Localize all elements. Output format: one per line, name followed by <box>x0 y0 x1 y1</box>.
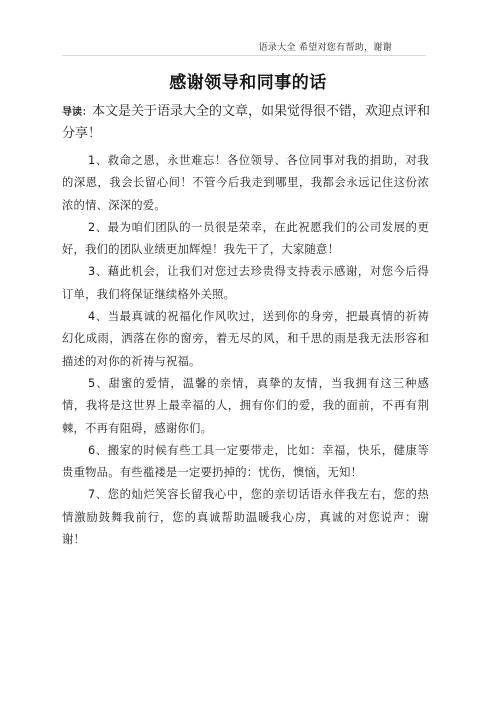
header-divider <box>62 55 426 56</box>
quote-item-1: 1、救命之恩，永世难忘！各位领导、各位同事对我的捐助，对我的深恩，我会长留心间！不管今后我走到哪里，我都会永远记住这份浓浓的情、深深的爱。 <box>62 154 429 212</box>
quote-list <box>62 150 429 551</box>
quote-item-4: 4、当最真诚的祝福化作风吹过，送到你的身旁，把最真情的祈祷幻化成雨，洒落在你的窗旁，着无尽的风，和千思的雨是我无法形容和描述的对你的祈祷与祝福。 <box>62 310 429 368</box>
intro-paragraph <box>62 101 432 144</box>
document-title: 感谢领导和同事的话 <box>169 73 327 93</box>
quote-item-6: 6、搬家的时候有些工具一定要带走，比如：幸福，快乐，健康等贵重物品。有些褴褛是一定要扔掉的：忧伤，懊恼，无知！ <box>62 443 429 480</box>
intro-label: 导读： <box>62 107 92 118</box>
quote-item-5: 5、甜蜜的爱情，温馨的亲情，真挚的友情，当我拥有这三种感情，我将是这世界上最幸福的人，拥有你们的爱，我的面前，不再有荆棘，不再有阻碍，感谢你们。 <box>62 376 429 435</box>
quote-item-3: 3、藉此机会，让我们对您过去珍贵得支持表示感谢，对您今后得订单，我们将保证继续格外关照。 <box>62 265 429 301</box>
quote-item-2: 2、最为咱们团队的一员很是荣幸，在此祝愿我们的公司发展的更好，我们的团队业绩更加辉煌！我先干了，大家随意！ <box>62 220 429 257</box>
page-header: 语录大全 希望对您有帮助，谢谢 <box>258 43 392 53</box>
quote-item-7: 7、您的灿烂笑容长留我心中，您的亲切话语永伴我左右，您的热情激励鼓舞我前行，您的真诚帮助温暖我心房，真诚的对您说声：谢谢！ <box>62 488 429 547</box>
intro-text: 本文是关于语录大全的文章，如果觉得很不错，欢迎点评和分享！ <box>62 104 431 141</box>
